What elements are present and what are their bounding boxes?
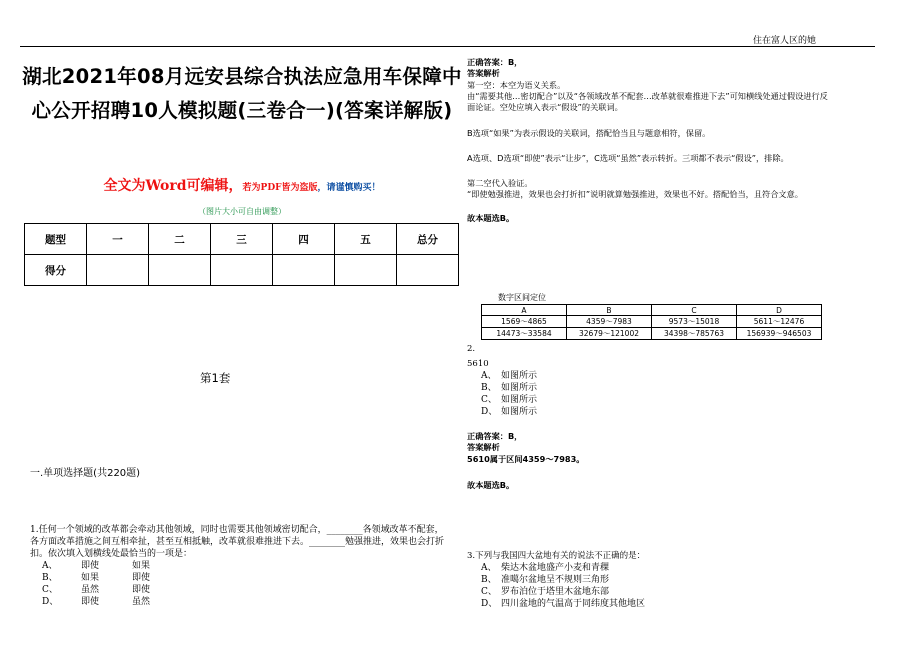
- range-cell: 1569～4865: [482, 316, 567, 328]
- range-table-row: [482, 316, 822, 328]
- promo-line: [22, 175, 462, 195]
- answer-2-analysis-label: 答案解析: [467, 442, 500, 453]
- score-header-cell: 二: [149, 224, 211, 255]
- range-col-header: A: [482, 305, 567, 316]
- option-letter: A、: [481, 563, 497, 573]
- option-text: 如图所示: [501, 395, 538, 405]
- answer-2-correct: 正确答案：B，: [467, 431, 523, 441]
- answer-2-analysis: 5610属于区间4359～7983。: [467, 453, 585, 464]
- question-1-line: 各方面改革措施之间互相牵扯，甚至互相抵触，改革就很难推进下去。________勉强推进，效果也会打折: [30, 537, 445, 547]
- score-table: [24, 223, 459, 286]
- option-second-word: 即使: [132, 573, 151, 583]
- answer-2-block: [467, 431, 585, 465]
- option-text: 柴达木盆地盛产小麦和青稞: [501, 563, 610, 573]
- option-first-word: 即使: [81, 561, 100, 571]
- option-first-word: 即使: [81, 597, 100, 607]
- option-b[interactable]: [481, 382, 537, 394]
- score-header-cell: 五: [335, 224, 397, 255]
- range-cell: 4359～7983: [567, 316, 652, 328]
- question-1-line: 1.任何一个领域的改革都会牵动其他领域，同时也需要其他领域密切配合，________各领域改革不配套，: [30, 525, 444, 535]
- answer-1-b-note: B选项“如果”为表示假设的关联词，搭配恰当且与题意相符，保留。: [467, 128, 711, 138]
- option-b[interactable]: [481, 574, 645, 586]
- range-cell: 34398～785763: [652, 328, 737, 340]
- range-cell: 9573～15018: [652, 316, 737, 328]
- range-cell: 5611～12476: [737, 316, 822, 328]
- option-a[interactable]: [481, 562, 645, 574]
- option-d[interactable]: [481, 598, 645, 610]
- question-2-number: 2.: [467, 344, 476, 354]
- range-table-header-row: [482, 305, 822, 316]
- question-1-options: [42, 560, 150, 608]
- option-text: 准噶尔盆地呈不规则三角形: [501, 575, 610, 585]
- question-2-options: [481, 370, 537, 418]
- question-3: [467, 550, 645, 610]
- range-col-header: D: [737, 305, 822, 316]
- question-1-line: 扣。依次填入划横线处最恰当的一项是：: [30, 549, 193, 559]
- answer-1-conclusion: 故本题选B。: [467, 213, 515, 223]
- option-first-word: 如果: [81, 573, 100, 583]
- range-table: [481, 304, 822, 340]
- set-title: 第1套: [200, 371, 231, 385]
- answer-1-exclude-note: A选项、D选项“即使”表示“让步”，C选项“虽然”表示转折。三项都不表示“假设”，排除。: [467, 153, 789, 163]
- answer-1-line: “即使勉强推进，效果也会打折扣”说明就算勉强推进，效果也不好。搭配恰当，且符合文意。: [467, 189, 803, 200]
- question-1-stem: [30, 524, 450, 560]
- answer-1-second-blank: [467, 178, 803, 201]
- question-3-options: [481, 562, 645, 610]
- answer-1-line: 由“需要其他…密切配合”以及“各领域改革不配套…改革就很难推进下去”可知横线处通过假设进行反: [467, 90, 828, 101]
- answer-1-line: 第二空代入验证。: [467, 178, 533, 188]
- option-second-word: 如果: [132, 561, 151, 571]
- score-row-label: 得分: [25, 255, 87, 286]
- score-header-cell: 三: [211, 224, 273, 255]
- promo-word-editable: 全文为Word可编辑，: [103, 178, 243, 194]
- option-second-word: 即使: [132, 585, 151, 595]
- answer-1-analysis-label: 答案解析: [467, 68, 500, 79]
- option-text: 如图所示: [501, 371, 538, 381]
- score-cell: [149, 255, 211, 286]
- answer-1-correct: 正确答案：B，: [467, 57, 523, 67]
- question-3-stem: 3.下列与我国四大盆地有关的说法不正确的是：: [467, 551, 646, 561]
- option-c[interactable]: [42, 584, 150, 596]
- score-cell: [87, 255, 149, 286]
- option-text: 如图所示: [501, 407, 538, 417]
- option-letter: D、: [42, 597, 59, 607]
- option-c[interactable]: [481, 394, 537, 406]
- score-header-cell: 题型: [25, 224, 87, 255]
- option-text: 如图所示: [501, 383, 538, 393]
- option-text: 四川盆地的气温高于同纬度其他地区: [501, 599, 646, 609]
- option-letter: C、: [481, 395, 497, 405]
- range-cell: 32679～121002: [567, 328, 652, 340]
- score-cell: [211, 255, 273, 286]
- option-letter: A、: [481, 371, 497, 381]
- option-letter: B、: [42, 573, 58, 583]
- answer-2-conclusion: 故本题选B。: [467, 480, 515, 490]
- option-letter: C、: [481, 587, 497, 597]
- score-header-cell: 四: [273, 224, 335, 255]
- option-text: 罗布泊位于塔里木盆地东部: [501, 587, 610, 597]
- question-2-stem: 5610: [467, 359, 489, 369]
- option-letter: D、: [481, 599, 498, 609]
- question-2: [467, 343, 537, 418]
- score-cell: [397, 255, 459, 286]
- answer-1-line: 第一空：本空为语义关系。: [467, 79, 566, 90]
- option-second-word: 虽然: [132, 597, 151, 607]
- option-letter: A、: [42, 561, 58, 571]
- score-cell: [335, 255, 397, 286]
- promo-pdf-warning: 若为PDF皆为盗版: [242, 183, 318, 193]
- answer-1-block: [467, 57, 897, 113]
- promo-caution: ，请谨慎购买！: [317, 183, 381, 193]
- answer-1-line: 面论证。空处应填入表示“假设”的关联词。: [467, 102, 623, 113]
- range-col-header: B: [567, 305, 652, 316]
- option-a[interactable]: [481, 370, 537, 382]
- option-d[interactable]: [481, 406, 537, 418]
- document-title: 湖北2021年08月远安县综合执法应急用车保障中心公开招聘10人模拟题(三卷合一)(答案详解版): [22, 65, 462, 122]
- option-letter: B、: [481, 575, 497, 585]
- score-cell: [273, 255, 335, 286]
- header-site-note: 住在富人区的她: [752, 36, 816, 46]
- range-cell: 156939～946503: [737, 328, 822, 340]
- option-b[interactable]: [42, 572, 150, 584]
- score-header-cell: 一: [87, 224, 149, 255]
- score-table-header-row: [25, 224, 459, 255]
- option-letter: C、: [42, 585, 58, 595]
- option-letter: D、: [481, 407, 498, 417]
- option-c[interactable]: [481, 586, 645, 598]
- option-a[interactable]: [42, 560, 150, 572]
- range-table-title: 数字区间定位: [498, 293, 546, 302]
- image-resize-note: （图片大小可自由调整）: [198, 207, 286, 216]
- range-col-header: C: [652, 305, 737, 316]
- option-letter: B、: [481, 383, 497, 393]
- header-divider: [20, 46, 875, 47]
- range-table-row: [482, 328, 822, 340]
- option-first-word: 虽然: [81, 585, 100, 595]
- section-title: 一.单项选择题(共220题): [30, 468, 141, 479]
- range-cell: 14473～33584: [482, 328, 567, 340]
- score-table-score-row: [25, 255, 459, 286]
- score-header-cell: 总分: [397, 224, 459, 255]
- option-d[interactable]: [42, 596, 150, 608]
